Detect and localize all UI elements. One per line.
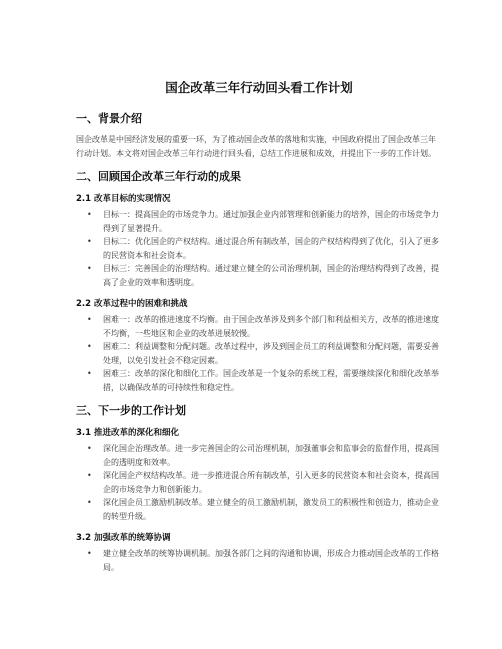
section-heading-review: 二、回顾国企改革三年行动的成果: [76, 170, 241, 183]
bullet-icon: •: [87, 444, 92, 453]
section-heading-next-plan: 三、下一步的工作计划: [76, 404, 186, 417]
bullet-icon: •: [87, 264, 92, 273]
list-item: • 目标二：优化国企的产权结构。通过混合所有制改革，国企的产权结构得到了优化，引入了更多的民营资本和社会资本。: [87, 237, 439, 260]
deepen-list: [76, 442, 442, 523]
difficulties-list: [76, 313, 442, 394]
subsection-heading-difficulties: 2.2 改革过程中的困难和挑战: [76, 299, 188, 309]
bullet-icon: •: [87, 315, 92, 324]
coordination-list: [76, 547, 442, 574]
bullet-icon: •: [87, 342, 92, 351]
section-heading-background: 一、背景介绍: [76, 112, 142, 125]
list-item: • 困难一：改革的推进速度不均衡。由于国企改革涉及到多个部门和利益相关方，改革的推进速度不均衡，一些地区和企业的改革进展较慢。: [87, 315, 439, 338]
bullet-icon: •: [87, 210, 92, 219]
list-item: • 目标一：提高国企的市场竞争力。通过加强企业内部管理和创新能力的培养，国企的市场竞争力得到了显著提升。: [87, 210, 439, 233]
list-item: • 困难三：改革的深化和细化工作。国企改革是一个复杂的系统工程，需要继续深化和细化改革举措，以确保改革的可持续性和稳定性。: [87, 369, 439, 392]
bullet-icon: •: [87, 369, 92, 378]
list-item: • 深化国企治理改革。进一步完善国企的公司治理机制，加强董事会和监事会的监督作用，提高国企的透明度和效率。: [87, 444, 439, 467]
list-item: • 建立健全改革的统筹协调机制。加强各部门之间的沟通和协调，形成合力推动国企改革的工作格局。: [87, 549, 439, 572]
bullet-icon: •: [87, 498, 92, 507]
document-title: 国企改革三年行动回头看工作计划: [165, 80, 353, 95]
subsection-heading-coordination: 3.2 加强改革的统筹协调: [76, 533, 171, 543]
list-item: • 目标三：完善国企的治理结构。通过建立健全的公司治理机制，国企的治理结构得到了改善，提高了企业的效率和透明度。: [87, 264, 439, 287]
list-item: • 深化国企产权结构改革。进一步推进混合所有制改革，引入更多的民营资本和社会资本，提高国企的市场竞争力和创新能力。: [87, 471, 439, 494]
list-item: • 困难二：利益调整和分配问题。改革过程中，涉及到国企员工的利益调整和分配问题，需要妥善处理，以免引发社会不稳定因素。: [87, 342, 439, 365]
bullet-icon: •: [87, 237, 92, 246]
bullet-icon: •: [87, 549, 92, 558]
list-item: • 深化国企员工激励机制改革。建立健全的员工激励机制，激发员工的积极性和创造力，推动企业的转型升级。: [87, 498, 439, 521]
bullet-icon: •: [87, 471, 92, 480]
subsection-heading-goals: 2.1 改革目标的实现情况: [76, 194, 171, 204]
background-paragraph: 国企改革是中国经济发展的重要一环，为了推动国企改革的落地和实施，中国政府提出了国企改革三年行动计划。本文将对国企改革三年行动进行回头看，总结工作进展和成效，并提出下一步的工作计划。: [76, 135, 436, 158]
subsection-heading-deepen: 3.1 推进改革的深化和细化: [76, 428, 180, 438]
goals-list: [76, 208, 442, 289]
